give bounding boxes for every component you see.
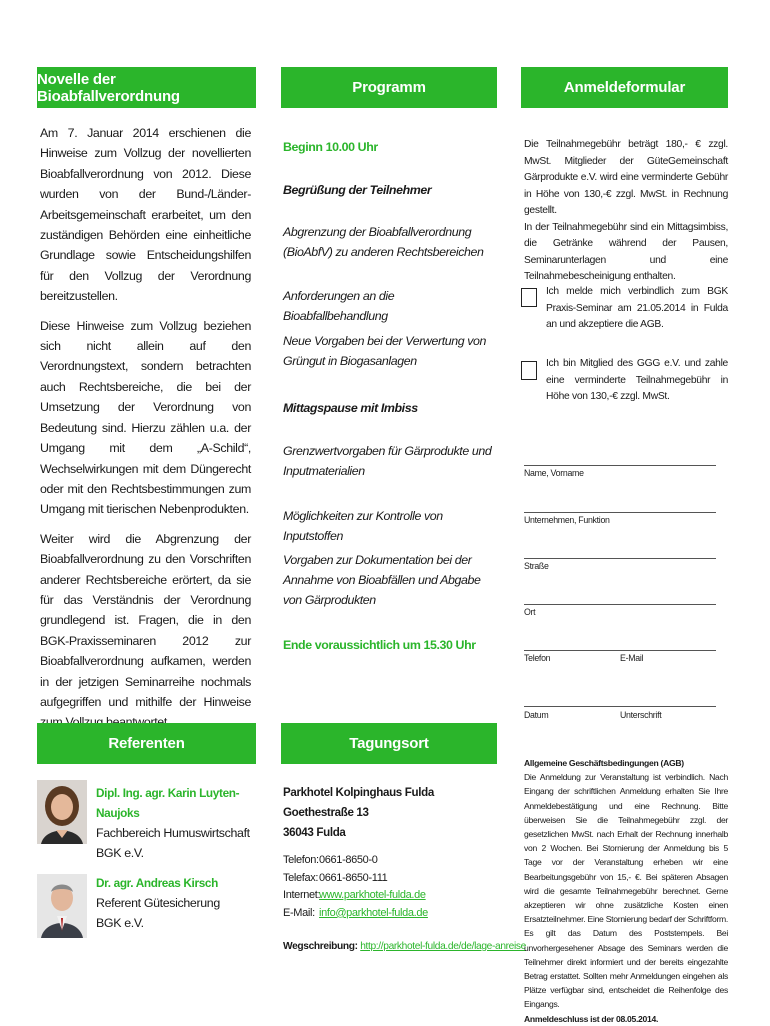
referent-1-org: BGK e.V.: [96, 846, 144, 860]
phone-email-field[interactable]: [524, 650, 716, 651]
portrait-man-image: [37, 874, 87, 938]
email-label: E-Mail: [620, 653, 644, 663]
venue-fax: 0661-8650-111: [319, 871, 388, 884]
date-signature-field[interactable]: [524, 706, 716, 707]
venue-street: Goethestraße 13: [283, 806, 369, 819]
city-field[interactable]: [524, 604, 716, 605]
referent-2: [96, 873, 256, 933]
street-label: Straße: [524, 561, 549, 571]
program-item-8: Vorgaben zur Dokumentation bei der Annahme von Bioabfällen und Abgabe von Gärprodukten: [283, 553, 481, 607]
referent-2-org: BGK e.V.: [96, 916, 144, 930]
program-item-7: Möglichkeiten zur Kontrolle von Inputstoffen: [283, 509, 443, 543]
name-field[interactable]: [524, 465, 716, 466]
date-label: Datum: [524, 710, 549, 720]
member-checkbox-label: Ich bin Mitglied des GGG e.V. und zahle eine verminderte Teilnahmegebühr in Höhe von 130,-€ zzgl. MwSt.: [546, 358, 728, 402]
venue-tel: 0661-8650-0: [319, 854, 378, 866]
avatar-karin-luyten-naujoks: [37, 780, 87, 844]
novelle-paragraph-1: Am 7. Januar 2014 erschienen die Hinweise zum Vollzug der novellierten Bioabfallverordnung von 2012. Diese wurden von der Bund-/Länder-Arbeitsgemeinschaft erarbeitet, um den zuständigen Behörden eine einheitliche Grundlage sowie Entscheidungshilfen für den Vollzug der Verordnung bereitzustellen.: [40, 126, 251, 304]
program-item-3: Anforderungen an die Bioabfallbehandlung: [283, 289, 395, 323]
name-label: Name, Vorname: [524, 468, 584, 478]
program-begin: Beginn 10.00 Uhr: [283, 140, 378, 154]
company-field[interactable]: [524, 512, 716, 513]
street-field[interactable]: [524, 558, 716, 559]
fee-text: [524, 137, 728, 286]
header-programm: Programm: [281, 67, 497, 108]
agb-deadline: Anmeldeschluss ist der 08.05.2014.: [524, 1013, 659, 1024]
referent-1-name: Dipl. Ing. agr. Karin Luyten-Naujoks: [96, 786, 240, 820]
program-item-2: Abgrenzung der Bioabfallverordnung (BioAbfV) zu anderen Rechtsbereichen: [283, 225, 484, 259]
fee-paragraph-2: In der Teilnahmegebühr sind ein Mittagsimbiss, die Getränke während der Pausen, Seminarunterlagen und eine Teilnahmebescheinigung enthalten.: [524, 221, 728, 282]
venue-route-label: Wegschreibung:: [283, 941, 358, 952]
fee-paragraph-1: Die Teilnahmegebühr beträgt 180,- € zzgl. MwSt. Mitglieder der GüteGemeinschaft Gärprodukte e.V. wird eine verminderte Gebühr in Höhe von 130,-€ zzgl. MwSt. in Rechnung gestellt.: [524, 139, 728, 216]
company-label: Unternehmen, Funktion: [524, 515, 610, 525]
header-novelle: Novelle der Bioabfallverordnung: [37, 67, 256, 108]
venue-web-label: Internet:: [283, 889, 321, 902]
phone-label: Telefon: [524, 653, 551, 663]
program-item-1: Begrüßung der Teilnehmer: [283, 183, 432, 197]
venue-mail-label: E-Mail:: [283, 906, 315, 919]
referent-2-role: Referent Gütesicherung: [96, 896, 220, 910]
member-checkbox[interactable]: [521, 361, 537, 380]
program-item-6: Grenzwertvorgaben für Gärprodukte und Inputmaterialien: [283, 444, 492, 478]
city-label: Ort: [524, 607, 536, 617]
venue-website-link[interactable]: www.parkhotel-fulda.de: [319, 889, 426, 902]
venue-route-link[interactable]: http://parkhotel-fulda.de/de/lage-anreise: [360, 941, 526, 952]
venue-fax-label: Telefax:: [283, 871, 319, 884]
register-checkbox-label: Ich melde mich verbindlich zum BGK Praxis-Seminar am 21.05.2014 in Fulda an und akzeptiere die AGB.: [546, 286, 728, 330]
venue-address: [283, 783, 493, 843]
venue-tel-label: Telefon:: [283, 854, 319, 866]
venue-name: Parkhotel Kolpinghaus Fulda: [283, 786, 434, 799]
agb-title: Allgemeine Geschäftsbedingungen (AGB): [524, 758, 684, 768]
referent-1: [96, 783, 256, 863]
register-checkbox[interactable]: [521, 288, 537, 307]
venue-email-link[interactable]: info@parkhotel-fulda.de: [319, 906, 428, 919]
referent-2-name: Dr. agr. Andreas Kirsch: [96, 876, 218, 890]
program-item-5: Mittagspause mit Imbiss: [283, 401, 418, 415]
portrait-woman-image: [37, 780, 87, 844]
agb-section: [524, 756, 728, 1026]
program-end: Ende voraussichtlich um 15.30 Uhr: [283, 638, 476, 652]
program-item-4: Neue Vorgaben bei der Verwertung von Grüngut in Biogasanlagen: [283, 334, 487, 368]
venue-contact: [283, 852, 493, 922]
novelle-paragraph-3: Weiter wird die Abgrenzung der Bioabfallverordnung zu den Vorschriften anderer Rechtsbereiche erörtert, da sie für das Verständnis der Verordnung grundlegend ist. Fragen, die in den BGK-Praxisseminaren 2012 zur Bioabfallverordnung aufkamen, werden in der jetzigen Seminarreihe nochmals aufgegriffen und mithilfe der Hinweise: [40, 531, 251, 709]
venue-route: [283, 939, 526, 955]
signature-label: Unterschrift: [620, 710, 662, 720]
header-anmeldeformular: Anmeldeformular: [521, 67, 728, 108]
referent-1-role: Fachbereich Humuswirtschaft: [96, 826, 250, 840]
avatar-andreas-kirsch: [37, 874, 87, 938]
header-referenten: Referenten: [37, 723, 256, 764]
novelle-paragraph-2: Diese Hinweise zum Vollzug beziehen sich nicht allein auf den Verordnungstext, sondern betrachten auch Rechtsbereiche, die bei der Umsetzung der Verordnung von Bedeutung sind. Hierzu zählen u.a. der Umgang mit dem „A-Schild“, Wechselwirkungen mit dem Düngerecht oder mit den Rechtsbestimmungen zum Umgang mit tierischen Nebenprodukten.: [40, 318, 251, 517]
header-tagungsort: Tagungsort: [281, 723, 497, 764]
novelle-text: [40, 123, 251, 742]
agb-text: Die Anmeldung zur Veranstaltung ist verbindlich. Nach Eingang der schriftlichen Anmeldung erhalten Sie Ihre Anmeldebestätigung und eine Rechnung. Bitte überweisen Sie die Teilnahmegebühr zzgl. der gesetzlichen MwSt. nach Erhalt der Rechnung innerhalb von 2 Wochen. Bei Stornierung der Anmeldung bis 5 Tage vor der Veranstaltung erheben wir eine Bearbeitungsgebühr von 15,- €. Bei späteren Absagen wird die gesamte Teilnahmegebühr berechnet. Gerne akzeptieren wir ohne zusätzliche Kosten einen Ersatzteilnehmer. Eine Stornierung bedarf der Schriftform. Es gilt das Datum des Poststempels. Bei unvorhergesehener Absage des Seminars werden die Teilnehmer direkt informiert und der bereits eingezahlte Betrag erstattet. Sollten mehr Anmeldungen eingehen als Plätze verfügbar sind, entscheidet die Reihenfolge des Eingangs.: [524, 772, 728, 1010]
venue-city: 36043 Fulda: [283, 826, 346, 839]
